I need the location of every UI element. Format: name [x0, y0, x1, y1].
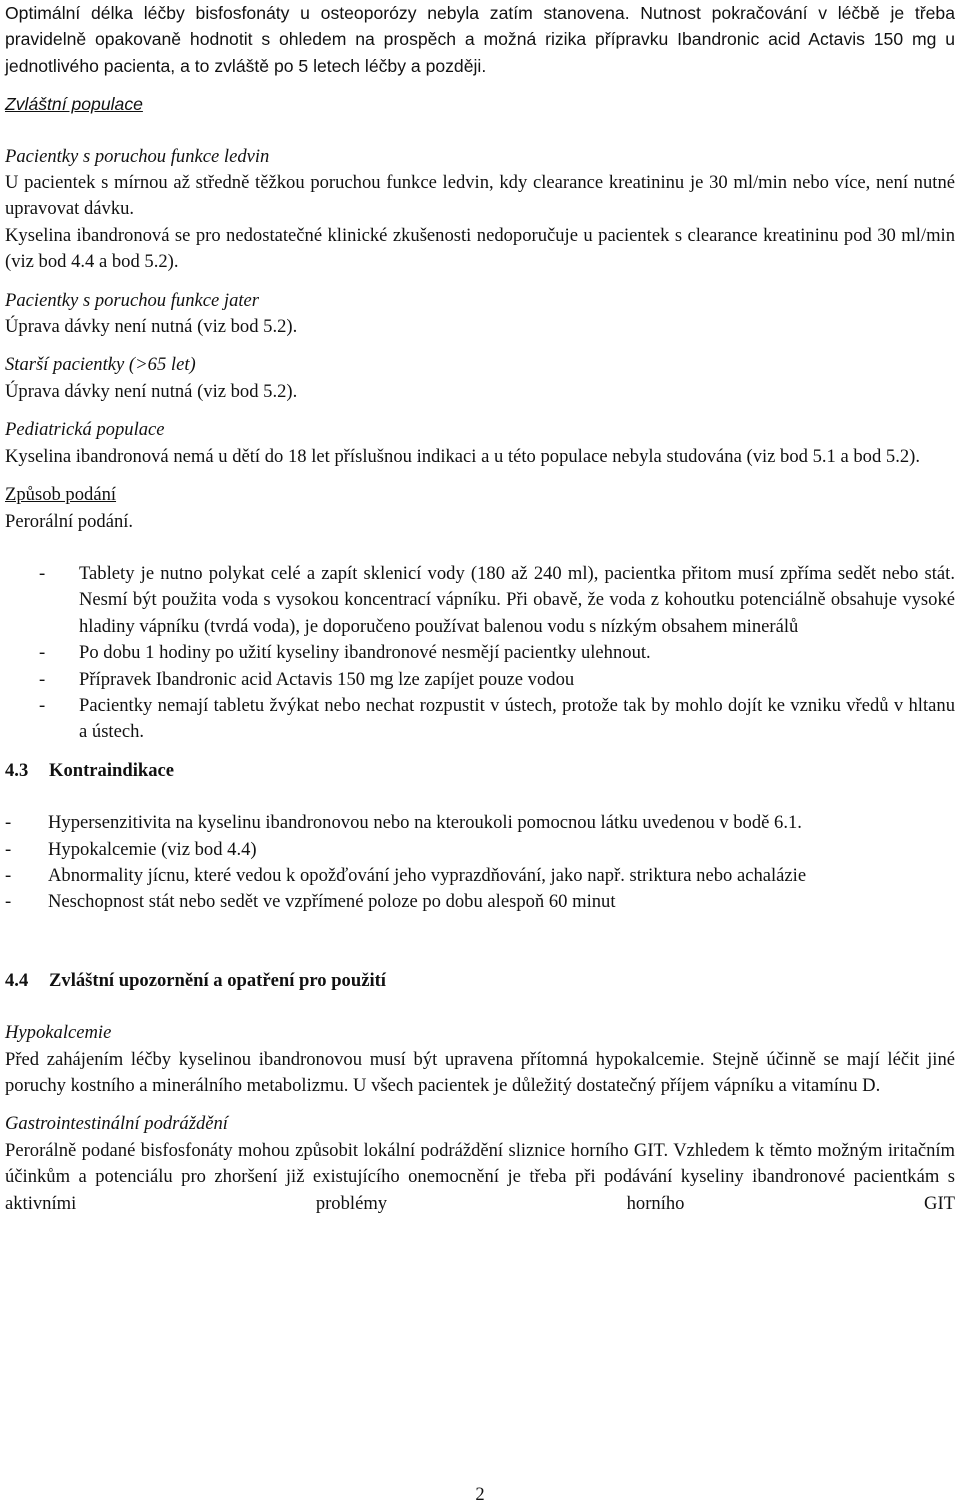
section-4-3-heading — [5, 758, 955, 784]
pediatric-text: Kyselina ibandronová nemá u dětí do 18 let příslušnou indikaci a u této populace nebyla studována (viz bod 5.1 a bod 5.2). — [5, 445, 921, 467]
gi-text: Perorálně podané bisfosfonáty mohou způsobit lokální podráždění sliznice horního GIT. Vzhledem k těmto možným iritačním účinkům a potenciálu pro zhoršení již existujícího onemocnění je třeba při podávání kyseliny ibandronové pacientkám s aktivními problémy horního GIT — [5, 1139, 955, 1214]
hypocalcemia-text: Před zahájením léčby kyselinou ibandronovou musí být upravena přítomná hypokalcemie. Stejně účinně se mají léčit jiné poruchy kostního a minerálního metabolizmu. U všech pacientek je důležitý dostatečný příjem vápníku a vitamínu D. — [5, 1048, 955, 1096]
section-number: 4.3 — [5, 759, 29, 781]
page-number: 2 — [475, 1484, 485, 1505]
renal-heading: Pacientky s poruchou funkce ledvin — [5, 145, 270, 167]
list-item: - Po dobu 1 hodiny po užití kyseliny ibandronové nesmějí pacientky ulehnout. — [5, 640, 955, 666]
list-item: - Abnormality jícnu, které vedou k opožďování jeho vyprazdňování, jako např. striktura nebo achalázie — [5, 863, 955, 889]
list-item: - Tablety je nutno polykat celé a zapít sklenicí vody (180 až 240 ml), pacientka přitom musí zpříma sedět nebo stát. Nesmí být použita voda s vysokou koncentrací vápníku. Při obavě, že voda z kohoutku potenciálně obsahuje vysoké hladiny vápníku (tvrdá voda), je doporučeno používat balenou vodu s nízkým obsahem minerálů — [5, 561, 955, 640]
special-population-heading: Zvláštní populace — [5, 94, 143, 115]
renal-paragraph-2: Kyselina ibandronová se pro nedostatečné klinické zkušenosti nedoporučuje u pacientek s clearance kreatininu pod 30 ml/min (viz bod 4.4 a bod 5.2). — [5, 224, 955, 273]
section-4-4-heading — [5, 968, 955, 994]
list-item: - Hypersenzitivita na kyselinu ibandronovou nebo na kteroukoli pomocnou látku uvedenou v bodě 6.1. — [5, 810, 955, 836]
list-item: - Neschopnost stát nebo sedět ve vzpřímené poloze po dobu alespoň 60 minut — [5, 889, 955, 915]
renal-paragraph-1: U pacientek s mírnou až středně těžkou poruchou funkce ledvin, kdy clearance kreatininu je 30 ml/min nebo více, není nutné upravovat dávku. — [5, 172, 955, 220]
hepatic-heading: Pacientky s poruchou funkce jater — [5, 289, 260, 311]
section-title: Kontraindikace — [49, 759, 174, 781]
elderly-heading: Starší pacientky (>65 let) — [5, 354, 196, 376]
list-item: - Hypokalcemie (viz bod 4.4) — [5, 837, 955, 863]
section-number: 4.4 — [5, 969, 29, 991]
pediatric-heading: Pediatrická populace — [5, 419, 165, 441]
administration-heading: Způsob podání — [5, 484, 117, 506]
list-item: - Pacientky nemají tabletu žvýkat nebo nechat rozpustit v ústech, protože tak by mohlo dojít ke vzniku vředů v hltanu a ústech. — [5, 693, 955, 746]
contraindications-list — [5, 810, 955, 916]
document-page — [5, 0, 955, 1217]
list-item: - Přípravek Ibandronic acid Actavis 150 mg lze zapíjet pouze vodou — [5, 667, 955, 693]
gi-heading: Gastrointestinální podráždění — [5, 1113, 228, 1135]
section-title: Zvláštní upozornění a opatření pro použití — [49, 969, 386, 991]
hypocalcemia-heading: Hypokalcemie — [5, 1022, 112, 1044]
elderly-text: Úprava dávky není nutná (viz bod 5.2). — [5, 380, 298, 402]
hepatic-text: Úprava dávky není nutná (viz bod 5.2). — [5, 316, 298, 338]
intro-paragraph: Optimální délka léčby bisfosfonáty u osteoporózy nebyla zatím stanovena. Nutnost pokračování v léčbě je třeba pravidelně opakovaně hodnotit s ohledem na prospěch a možná rizika přípravku Ibandronic acid Actavis 150 mg u jednotlivého pacienta, a to zvláště po 5 letech léčby a později. — [5, 3, 955, 76]
administration-text: Perorální podání. — [5, 510, 134, 532]
administration-list — [5, 561, 955, 746]
